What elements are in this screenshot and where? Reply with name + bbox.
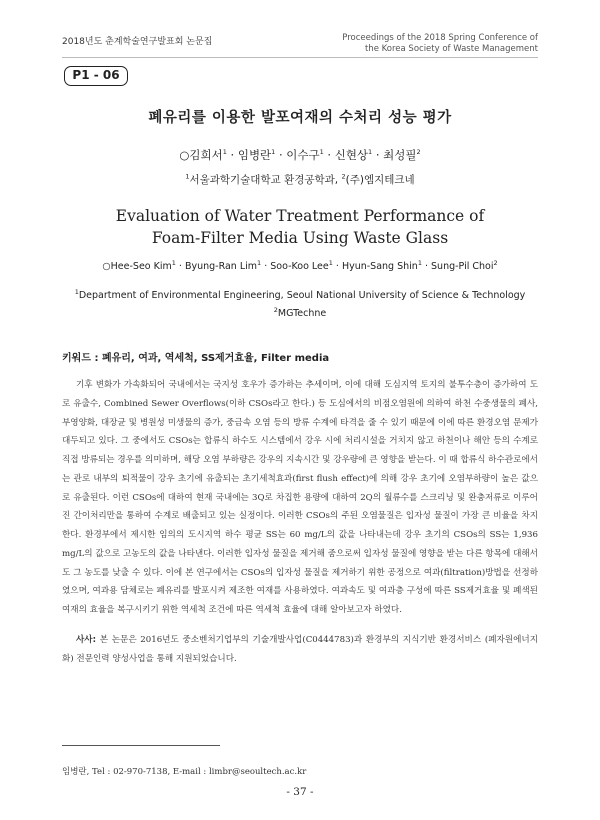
author-separator: · xyxy=(332,261,342,273)
author-name: 이수구 xyxy=(286,148,320,162)
header-right-line2: the Korea Society of Waste Management xyxy=(364,44,538,54)
author-name: 최성필 xyxy=(383,148,417,162)
affiliation-2-line xyxy=(0,303,600,321)
header-divider xyxy=(62,57,538,58)
affiliation-1: 서울과학기술대학교 환경공학과, xyxy=(189,174,339,186)
ack-text: 본 논문은 2016년도 중소벤처기업부의 기술개발사업(C0444783)과 환경부의 지식기반 환경서비스 (폐자원에너지화) 전문인력 양성사업을 통해 지원되었습니다. xyxy=(62,635,538,664)
author-separator: · xyxy=(226,148,238,162)
affiliation-2: MGTechne xyxy=(277,308,327,320)
author-name: 임병란 xyxy=(237,148,272,162)
author-separator: · xyxy=(323,148,335,162)
paper-id-badge: P1 - 06 xyxy=(64,66,128,86)
english-title xyxy=(0,205,600,249)
author-name: Byung-Ran Lim xyxy=(184,261,258,273)
author-name: Soo-Koo Lee xyxy=(270,261,329,273)
english-affiliations xyxy=(0,285,600,321)
keywords: 키워드 : 폐유리, 여과, 역세척, SS제거효율, Filter media xyxy=(62,353,330,364)
author-separator: · xyxy=(421,261,432,273)
author-name: 김희서 xyxy=(189,148,223,162)
affil-sup: 2 xyxy=(273,306,278,315)
author-affil-sup: 2 xyxy=(416,148,421,157)
author-separator: · xyxy=(175,261,185,273)
english-title-line2: Foam-Filter Media Using Waste Glass xyxy=(151,229,449,247)
affiliation-1: Department of Environmental Engineering, Seoul National University of Science & Technology xyxy=(78,290,526,302)
author-name: Sung-Pil Choi xyxy=(431,261,494,273)
author-affil-sup: 1 xyxy=(328,259,333,267)
abstract-body: 기후 변화가 가속화되어 국내에서는 국지성 호우가 증가하는 추세이며, 이에 대해 도심지역 토지의 불투수층이 증가하여 도로 유출수, Combined Sewer Overflows(이하 CSOs라고 한다.) 등 도심에서의 비점오염원에 의하여 하천 수중생물의 폐사, 부영양화, 대장균 및 병원성 미생물의 증가, 중금속 오염 등의 방류 수계에 타격을 줄 수 있기 때문에 이에 따른 환경오염 문제가 대두되고 있다. 그 중에서도 CSOs는 합류식 하수도 시스템에서 강우 시에 처리시설을 거치지 않고 하천이나 해안 등의 수계로 직접 방류되는 경우를 의미하며, 해당 오염 부하량은 강우의 지속시간 및 강우량에 큰 영향을 받는다. 이 때 합류식 하수관로에서는 관로 내부의 퇴적물이 강우 초기에 유출되는 초기세척효과(first flush effect)에 의해 강우 초기에 오염부하량이 높은 값으로 유출된다. 이런 CSOs에 대하여 현재 국내에는 3Q로 차집한 용량에 대하여 2Q의 월류수를 스크리닝 및 완충저류로 이루어진 간이처리만을 통하여 수계로 배출되고 있는 실정이다. 이러한 CSOs의 주된 오염물질은 입자성 물질이 가장 큰 비율을 차지한다. 환경부에서 제시한 임의의 도시지역 하수 평균 SS는 60 mg/L의 값을 나타내는데 강우 초기의 CSOs의 SS는 1,936 mg/L의 값으로 고농도의 값을 나타낸다. 이러한 입자성 물질을 제거해 줌으로써 입자성 물질에 영향을 받는 다른 항목에 대해서도 그 농도를 낮출 수 있다. 이에 본 연구에서는 CSOs의 입자성 물질을 제거하기 위한 공정으로 여과(filtration)방법을 선정하였으며, 여과용 담체로는 폐유리를 발포시켜 제조한 여재를 사용하였다. 여과속도 및 여과층 구성에 따른 SS제거효율 및 폐색된 여재의 효율을 복구시키기 위한 역세척 조건에 따른 역세척 효율에 대해 알아보고자 하였다. xyxy=(62,380,538,615)
header-right-line1: Proceedings of the 2018 Spring Conference of xyxy=(342,33,538,43)
author-affil-sup: 2 xyxy=(493,259,498,267)
corresponding-author-footnote: 임병란, Tel : 02-970-7138, E-mail : limbr@seoultech.ac.kr xyxy=(62,767,307,777)
affil-sup: 1 xyxy=(185,172,190,181)
affiliation-1-line xyxy=(0,285,600,303)
author-name: 신현상 xyxy=(334,148,369,162)
footnote-divider xyxy=(62,745,220,746)
page-number: - 37 - xyxy=(286,786,314,798)
english-title-line1: Evaluation of Water Treatment Performance of xyxy=(115,207,485,225)
affiliation-2: (주)엠지테크네 xyxy=(345,174,415,186)
author-affil-sup: 1 xyxy=(222,148,227,157)
author-affil-sup: 1 xyxy=(271,148,276,157)
author-separator: · xyxy=(372,148,384,162)
presenter-mark: ○ xyxy=(102,261,111,273)
author-name: Hyun-Sang Shin xyxy=(341,261,418,273)
english-authors xyxy=(0,259,600,272)
korean-title: 폐유리를 이용한 발포여재의 수처리 성능 평가 xyxy=(148,110,452,126)
author-separator: · xyxy=(275,148,287,162)
author-affil-sup: 1 xyxy=(257,259,262,267)
author-affil-sup: 1 xyxy=(417,259,422,267)
ack-label: 사사: xyxy=(76,635,97,645)
affil-sup: 1 xyxy=(74,288,79,296)
author-affil-sup: 1 xyxy=(368,148,373,157)
acknowledgement xyxy=(62,631,538,669)
affil-sup: 2 xyxy=(341,172,346,181)
author-separator: · xyxy=(261,261,271,273)
korean-affiliations xyxy=(0,172,600,187)
running-header-left: 2018년도 춘계학술연구발표회 논문집 xyxy=(62,37,213,47)
korean-authors xyxy=(0,147,600,163)
presenter-mark: ○ xyxy=(179,148,190,162)
author-affil-sup: 1 xyxy=(171,259,176,267)
author-affil-sup: 1 xyxy=(319,148,324,157)
running-header-right xyxy=(342,33,538,55)
author-name: Hee-Seo Kim xyxy=(110,261,172,273)
